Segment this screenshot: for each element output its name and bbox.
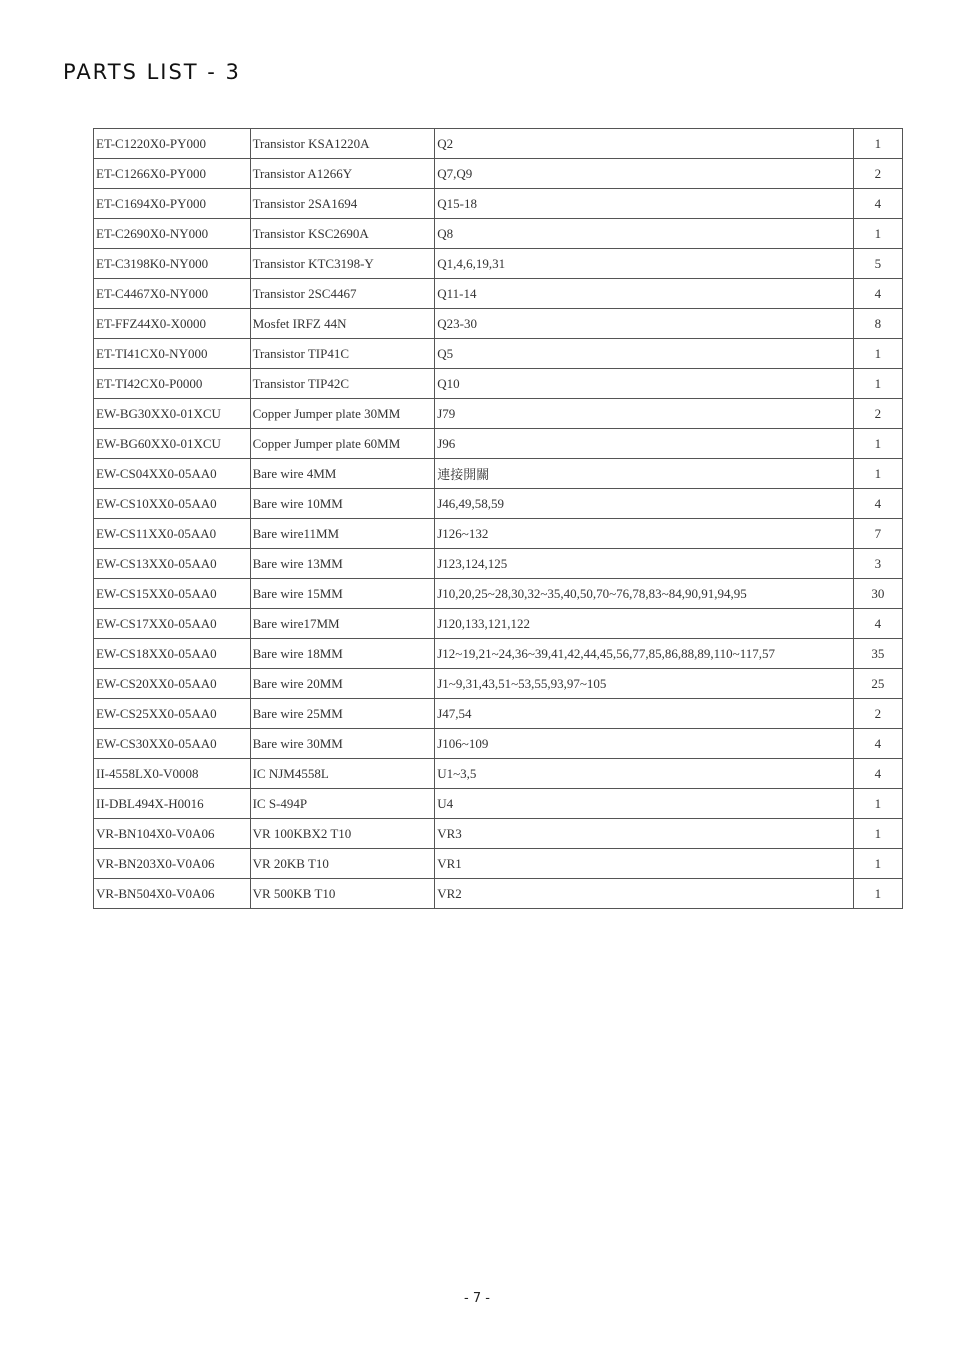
table-row [94, 639, 903, 669]
table-row [94, 369, 903, 399]
location-cell: J126~132 [435, 519, 854, 549]
table-row [94, 309, 903, 339]
part-number-cell: ET-TI41CX0-NY000 [94, 339, 251, 369]
description-cell: VR 500KB T10 [250, 879, 435, 909]
table-row [94, 879, 903, 909]
part-number-cell: ET-TI42CX0-P0000 [94, 369, 251, 399]
table-row [94, 729, 903, 759]
location-cell: U4 [435, 789, 854, 819]
description-cell: Transistor A1266Y [250, 159, 435, 189]
part-number-cell: ET-C1694X0-PY000 [94, 189, 251, 219]
table-row [94, 489, 903, 519]
table-row [94, 579, 903, 609]
quantity-cell: 1 [853, 459, 902, 489]
quantity-cell: 1 [853, 339, 902, 369]
table-row [94, 219, 903, 249]
location-cell: J106~109 [435, 729, 854, 759]
quantity-cell: 1 [853, 369, 902, 399]
location-cell: J123,124,125 [435, 549, 854, 579]
quantity-cell: 4 [853, 759, 902, 789]
part-number-cell: EW-CS25XX0-05AA0 [94, 699, 251, 729]
description-cell: Mosfet IRFZ 44N [250, 309, 435, 339]
part-number-cell: VR-BN203X0-V0A06 [94, 849, 251, 879]
description-cell: Bare wire17MM [250, 609, 435, 639]
part-number-cell: EW-CS11XX0-05AA0 [94, 519, 251, 549]
part-number-cell: EW-CS17XX0-05AA0 [94, 609, 251, 639]
location-cell: Q23-30 [435, 309, 854, 339]
quantity-cell: 2 [853, 159, 902, 189]
table-row [94, 549, 903, 579]
quantity-cell: 2 [853, 699, 902, 729]
location-cell: Q11-14 [435, 279, 854, 309]
quantity-cell: 1 [853, 849, 902, 879]
quantity-cell: 30 [853, 579, 902, 609]
table-row [94, 459, 903, 489]
description-cell: IC NJM4558L [250, 759, 435, 789]
table-row [94, 609, 903, 639]
part-number-cell: EW-CS18XX0-05AA0 [94, 639, 251, 669]
location-cell: J96 [435, 429, 854, 459]
page-number: - 7 - [464, 1291, 490, 1306]
part-number-cell: EW-BG30XX0-01XCU [94, 399, 251, 429]
parts-table [93, 128, 903, 909]
part-number-cell: EW-CS20XX0-05AA0 [94, 669, 251, 699]
description-cell: Bare wire 15MM [250, 579, 435, 609]
part-number-cell: EW-CS15XX0-05AA0 [94, 579, 251, 609]
description-cell: Transistor KTC3198-Y [250, 249, 435, 279]
location-cell: Q8 [435, 219, 854, 249]
description-cell: Transistor TIP42C [250, 369, 435, 399]
quantity-cell: 4 [853, 279, 902, 309]
parts-table-body [94, 129, 903, 909]
quantity-cell: 1 [853, 219, 902, 249]
part-number-cell: EW-CS13XX0-05AA0 [94, 549, 251, 579]
description-cell: Transistor 2SC4467 [250, 279, 435, 309]
quantity-cell: 35 [853, 639, 902, 669]
quantity-cell: 1 [853, 819, 902, 849]
description-cell: Transistor KSA1220A [250, 129, 435, 159]
table-row [94, 669, 903, 699]
description-cell: VR 100KBX2 T10 [250, 819, 435, 849]
location-cell: Q10 [435, 369, 854, 399]
description-cell: Transistor 2SA1694 [250, 189, 435, 219]
quantity-cell: 8 [853, 309, 902, 339]
part-number-cell: EW-CS30XX0-05AA0 [94, 729, 251, 759]
location-cell: J1~9,31,43,51~53,55,93,97~105 [435, 669, 854, 699]
table-row [94, 189, 903, 219]
part-number-cell: ET-C4467X0-NY000 [94, 279, 251, 309]
description-cell: Bare wire11MM [250, 519, 435, 549]
part-number-cell: EW-CS04XX0-05AA0 [94, 459, 251, 489]
quantity-cell: 1 [853, 429, 902, 459]
page-title: PARTS LIST - 3 [63, 60, 241, 84]
description-cell: Bare wire 4MM [250, 459, 435, 489]
table-row [94, 759, 903, 789]
description-cell: VR 20KB T10 [250, 849, 435, 879]
table-row [94, 429, 903, 459]
description-cell: Copper Jumper plate 60MM [250, 429, 435, 459]
part-number-cell: VR-BN104X0-V0A06 [94, 819, 251, 849]
table-row [94, 399, 903, 429]
table-row [94, 159, 903, 189]
location-cell: J79 [435, 399, 854, 429]
table-row [94, 699, 903, 729]
quantity-cell: 25 [853, 669, 902, 699]
location-cell: J12~19,21~24,36~39,41,42,44,45,56,77,85,86,88,89,110~117,57 [435, 639, 854, 669]
location-cell: U1~3,5 [435, 759, 854, 789]
description-cell: Bare wire 20MM [250, 669, 435, 699]
description-cell: Bare wire 13MM [250, 549, 435, 579]
location-cell: Q5 [435, 339, 854, 369]
quantity-cell: 3 [853, 549, 902, 579]
description-cell: Bare wire 10MM [250, 489, 435, 519]
table-row [94, 129, 903, 159]
part-number-cell: EW-BG60XX0-01XCU [94, 429, 251, 459]
description-cell: Copper Jumper plate 30MM [250, 399, 435, 429]
part-number-cell: ET-FFZ44X0-X0000 [94, 309, 251, 339]
location-cell: J46,49,58,59 [435, 489, 854, 519]
part-number-cell: II-4558LX0-V0008 [94, 759, 251, 789]
quantity-cell: 1 [853, 789, 902, 819]
location-cell: Q2 [435, 129, 854, 159]
location-cell: 連接開關 [435, 459, 854, 489]
quantity-cell: 2 [853, 399, 902, 429]
quantity-cell: 4 [853, 729, 902, 759]
table-row [94, 519, 903, 549]
part-number-cell: II-DBL494X-H0016 [94, 789, 251, 819]
quantity-cell: 1 [853, 879, 902, 909]
part-number-cell: VR-BN504X0-V0A06 [94, 879, 251, 909]
table-row [94, 279, 903, 309]
location-cell: VR3 [435, 819, 854, 849]
location-cell: VR1 [435, 849, 854, 879]
location-cell: J120,133,121,122 [435, 609, 854, 639]
part-number-cell: EW-CS10XX0-05AA0 [94, 489, 251, 519]
description-cell: Transistor TIP41C [250, 339, 435, 369]
location-cell: J47,54 [435, 699, 854, 729]
table-row [94, 249, 903, 279]
part-number-cell: ET-C3198K0-NY000 [94, 249, 251, 279]
table-row [94, 339, 903, 369]
description-cell: Bare wire 18MM [250, 639, 435, 669]
table-row [94, 819, 903, 849]
location-cell: VR2 [435, 879, 854, 909]
location-cell: Q7,Q9 [435, 159, 854, 189]
location-cell: J10,20,25~28,30,32~35,40,50,70~76,78,83~84,90,91,94,95 [435, 579, 854, 609]
quantity-cell: 4 [853, 189, 902, 219]
part-number-cell: ET-C2690X0-NY000 [94, 219, 251, 249]
location-cell: Q1,4,6,19,31 [435, 249, 854, 279]
quantity-cell: 4 [853, 489, 902, 519]
part-number-cell: ET-C1266X0-PY000 [94, 159, 251, 189]
location-cell: Q15-18 [435, 189, 854, 219]
quantity-cell: 4 [853, 609, 902, 639]
description-cell: Bare wire 30MM [250, 729, 435, 759]
quantity-cell: 5 [853, 249, 902, 279]
part-number-cell: ET-C1220X0-PY000 [94, 129, 251, 159]
table-row [94, 849, 903, 879]
description-cell: Transistor KSC2690A [250, 219, 435, 249]
quantity-cell: 1 [853, 129, 902, 159]
description-cell: IC S-494P [250, 789, 435, 819]
description-cell: Bare wire 25MM [250, 699, 435, 729]
table-row [94, 789, 903, 819]
quantity-cell: 7 [853, 519, 902, 549]
